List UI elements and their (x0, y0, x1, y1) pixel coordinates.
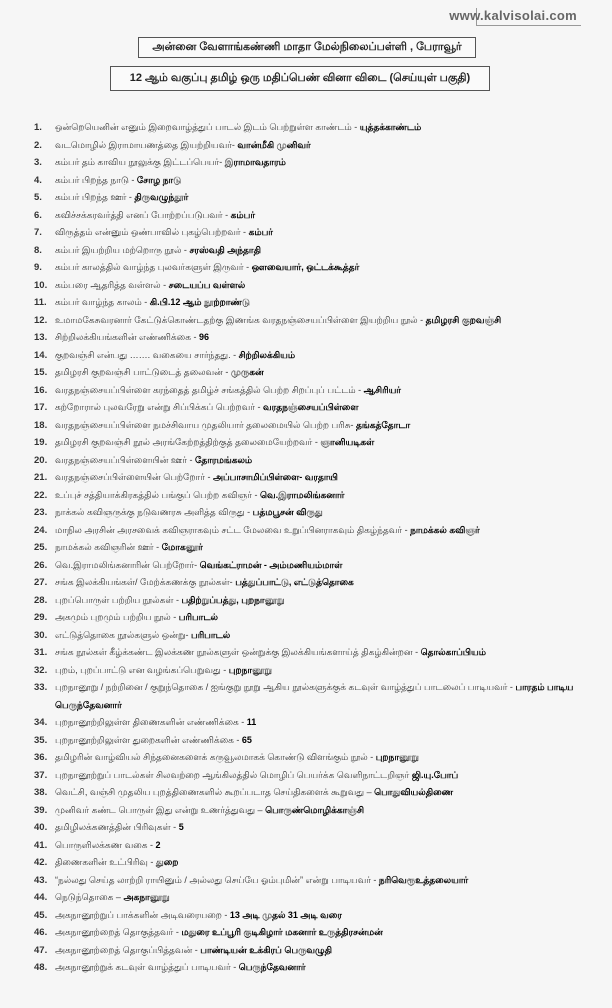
item-number: 11. (34, 297, 47, 308)
question-text: வடமொழில் இராமாயணத்தை இயற்றியவர்- (55, 139, 235, 150)
item-text (55, 609, 604, 627)
item-number: 30. (34, 629, 48, 641)
question-answer-list (34, 119, 604, 977)
answer-text: நரிவெரூஉத்தலையார் (378, 874, 469, 885)
item-text (55, 574, 604, 592)
item-number: 29. (34, 612, 48, 623)
question-text: கம்பர் வாழ்ந்த காலம் - (55, 297, 148, 307)
question-text: அகநானூற்றைத் தொகுத்தவர் - (55, 927, 179, 937)
item-text (55, 959, 604, 977)
question-text: நாமக்கல் கவிஞரின் ஊர் - (55, 542, 160, 552)
item-text (55, 732, 604, 750)
answer-text: சரஸ்வதி அந்தாதி (189, 244, 261, 255)
item-number: 6. (34, 209, 42, 221)
item-text (55, 627, 604, 645)
item-text (55, 767, 604, 785)
answer-text: 5 (178, 822, 184, 832)
answer-text: வான்மீகி முனிவர் (237, 139, 311, 150)
answer-text: கம்பர் (248, 227, 273, 237)
answer-text: பரிபாடல் (178, 612, 218, 622)
item-number: 17. (34, 402, 48, 413)
answer-text: பாரதம் பாடிய பெருந்தேவனார் (55, 682, 574, 710)
answer-text: பரிபாடல் (191, 629, 231, 640)
item-text (55, 137, 604, 155)
item-number: 33. (34, 682, 48, 693)
answer-text: கம்பர் (230, 209, 256, 220)
item-number: 31. (34, 647, 48, 658)
answer-text: இராமாவதாரம் (224, 157, 286, 167)
item-text (55, 522, 604, 540)
item-text (55, 889, 604, 907)
question-text: வரதநஞ்சையப்பிள்ளை நமச்சிவாய முதலியார் தலைமையில் பெற்ற பரிசு- (55, 419, 354, 430)
list-item (34, 382, 604, 400)
item-text (55, 557, 604, 575)
list-item (34, 242, 604, 260)
item-text (55, 592, 604, 610)
item-text (55, 714, 604, 732)
question-text: ஒன்றெயெனின் எனும் இறைவாழ்த்துப் பாடல் இடம் பெற்றுள்ள காண்டம் - (55, 122, 358, 132)
question-text: சங்க இலக்கியங்கள்/ மேற்க்கணக்கு நூல்கள்- (55, 577, 233, 587)
answer-text: சிற்றிலக்கியம் (238, 349, 296, 360)
question-text: சிற்றிலக்கியங்களின் எண்ணிக்கை - (55, 332, 197, 342)
item-text (55, 119, 604, 137)
item-number: 39. (34, 804, 48, 816)
item-number: 48. (34, 962, 48, 973)
question-text: விருத்தம் என்னும் ஒண்பாவில் புகழ்பெற்றவர் - (55, 227, 247, 237)
question-text: வரதநஞ்சையப்பிள்ளை கரந்தைத் தமிழ்ச் சங்கத்தில் பெற்ற சிறப்புப் பட்டம் - (55, 384, 362, 395)
item-number: 15. (34, 367, 48, 378)
item-text (55, 662, 604, 680)
question-text: அகநானூற்றுக் கடவுள் வாழ்த்துப் பாடியவர் - (55, 962, 237, 972)
answer-text: ஜி.யு.போப் (411, 769, 459, 780)
question-text: கம்பர் பிறந்த நாடு - (55, 174, 135, 185)
list-item (34, 119, 604, 137)
answer-text: பதிற்றுப்பத்து, புறநானூறு (181, 594, 285, 605)
item-text (55, 207, 604, 225)
item-number: 21. (34, 472, 48, 483)
list-item (34, 294, 604, 312)
question-text: வரதநஞ்சைப்பிள்ளையின் பெற்றோர் - (55, 472, 211, 482)
answer-text: புறநானூறு (375, 752, 419, 762)
answer-text: ஔவையார், ஒட்டக்கூத்தர் (251, 262, 360, 272)
item-text (55, 907, 604, 925)
list-item (34, 312, 604, 330)
answer-text: மோகனூர் (161, 542, 203, 552)
question-text: உப்புச் சத்தியாக்கிரகத்தில் பங்குப் பெற்ற கவிஞர் - (55, 489, 258, 500)
list-item (34, 854, 604, 872)
item-text (55, 872, 604, 890)
list-item (34, 557, 604, 575)
item-number: 37. (34, 769, 48, 781)
answer-text: முருகன் (230, 367, 264, 377)
answer-text: 65 (241, 734, 252, 745)
item-number: 47. (34, 944, 48, 956)
question-text: தமிழரசி குறவஞ்சி பாட்டுடைத் தலைவன் - (55, 367, 229, 377)
answer-text: பத்மபூசன் விருது (252, 507, 323, 517)
answer-text: யுத்தக்காண்டம் (359, 122, 422, 132)
item-text (55, 399, 604, 417)
list-item (34, 592, 604, 610)
list-item (34, 749, 604, 767)
question-text: புறநானூற்றிலுள்ள துறைகளின் எண்ணிக்கை - (55, 734, 240, 745)
list-item (34, 819, 604, 837)
item-text (55, 679, 604, 714)
item-number: 8. (34, 244, 42, 256)
item-number: 45. (34, 909, 48, 921)
item-number: 9. (34, 262, 42, 273)
item-text (55, 784, 604, 802)
answer-text: தங்கத்தோடா (356, 419, 411, 430)
answer-text: பெருந்தேவனார் (238, 962, 306, 972)
question-text: வரதநஞ்சையப்பிள்ளையின் ஊர் - (55, 454, 193, 465)
list-item (34, 714, 604, 732)
item-number: 34. (34, 717, 48, 728)
item-text (55, 154, 604, 172)
item-number: 35. (34, 734, 48, 746)
question-text: அகநானூற்றுப் பாக்களின் அடிவரையறை - (55, 909, 228, 920)
list-item (34, 784, 604, 802)
item-text (55, 242, 604, 260)
question-text: அகமும் புறமும் பற்றிய நூல் - (55, 612, 177, 622)
item-number: 27. (34, 577, 48, 588)
item-number: 40. (34, 822, 48, 833)
item-number: 23. (34, 507, 48, 518)
answer-text: சடையப்ப வள்ளல் (168, 279, 246, 290)
list-item (34, 872, 604, 890)
list-item (34, 154, 604, 172)
item-text (55, 172, 604, 190)
answer-text: ஞானியடிகள் (320, 437, 375, 447)
item-text (55, 469, 604, 487)
question-text: நெடுந்தொகை – (55, 892, 121, 902)
question-text: சங்க நூல்கள் கீழ்க்கண்ட இலக்கண நூல்களுள் ஒன்றுக்கு இலக்கியங்களாய்த் திகழ்கின்றன - (55, 647, 419, 657)
list-item (34, 662, 604, 680)
item-text (55, 364, 604, 382)
question-text: வெ.இராமலிங்கனாரின் பெற்றோர்- (55, 559, 198, 570)
answer-text: திருவழுந்தூர் (134, 192, 189, 202)
item-number: 5. (34, 192, 42, 203)
question-text: வெட்சி, வஞ்சி முதலிய புறத்திணைகளில் கூறப்படாத செய்திகளைக் கூறுவது – (55, 787, 372, 797)
item-number: 3. (34, 157, 42, 168)
item-text (55, 539, 604, 557)
question-text: தமிழிலக்கணத்தின் பிரிவுகள் - (55, 822, 177, 832)
item-number: 10. (34, 279, 48, 291)
item-text (55, 802, 604, 820)
list-item (34, 434, 604, 452)
answer-text: வரதநஞ்சையப்பிள்ளை (263, 402, 359, 412)
question-text: முனிவர் கண்ட பொருள் இது என்று உணர்த்துவது – (55, 804, 263, 815)
item-number: 14. (34, 349, 48, 361)
list-item (34, 347, 604, 365)
list-item (34, 574, 604, 592)
answer-text: 13 அடி முதல் 31 அடி வரை (229, 909, 342, 920)
list-item (34, 417, 604, 435)
question-text: கம்பர் காலத்தில் வாழ்ந்த புலவர்களுள் இருவர் - (55, 262, 250, 272)
item-number: 7. (34, 227, 42, 238)
answer-text: 2 (155, 839, 161, 850)
item-text (55, 749, 604, 767)
list-item (34, 469, 604, 487)
question-text: புறம், புறப்பாட்டு என வழங்கப்பெறுவது - (55, 664, 227, 675)
item-number: 12. (34, 314, 48, 326)
item-number: 46. (34, 927, 48, 938)
answer-text: வெ.இராமலிங்கனார் (260, 489, 345, 500)
answer-text: புறநானூறு (228, 664, 273, 675)
item-number: 43. (34, 874, 48, 886)
question-text: புறநானூற்றிலுள்ள திணைகளின் எண்ணிக்கை - (55, 717, 245, 727)
question-text: தமிழரின் வாழ்வியல் சிந்தனைகளைக் கருவூலமாகக் கொண்டு விளங்கும் நூல் - (55, 752, 374, 762)
item-text (55, 924, 604, 942)
item-text (55, 504, 604, 522)
list-item (34, 522, 604, 540)
item-text (55, 487, 604, 505)
item-text (55, 312, 604, 330)
item-text (55, 434, 604, 452)
item-text (55, 189, 604, 207)
item-number: 38. (34, 787, 48, 798)
item-text (55, 854, 604, 872)
list-item (34, 732, 604, 750)
item-number: 24. (34, 524, 48, 536)
question-text: அகநானூற்றைத் தொகுப்பித்தவன் - (55, 944, 198, 955)
answer-text: தமிழரசி குறவஞ்சி (425, 314, 502, 325)
item-number: 19. (34, 437, 48, 448)
answer-text: தோரமங்கலம் (194, 454, 253, 465)
list-item (34, 802, 604, 820)
item-number: 36. (34, 752, 48, 763)
list-item (34, 679, 604, 714)
list-item (34, 889, 604, 907)
item-number: 22. (34, 489, 48, 501)
list-item (34, 364, 604, 382)
question-text: எட்டுத்தொகை நூல்களுல் ஒன்று- (55, 629, 189, 640)
answer-text: நாமக்கல் கவிஞர் (410, 524, 480, 535)
item-text (55, 382, 604, 400)
question-text: கம்பர் பிறந்த ஊர் - (55, 192, 132, 202)
item-text (55, 294, 604, 312)
list-item (34, 329, 604, 347)
list-item (34, 487, 604, 505)
list-item (34, 609, 604, 627)
list-item (34, 189, 604, 207)
question-text: தமிழரசி குறவஞ்சி நூல் அரங்கேற்றத்திற்குத் தலைமையேற்றவர் - (55, 437, 318, 447)
item-number: 28. (34, 594, 48, 606)
answer-text: அகநானூறு (123, 892, 170, 902)
question-text: கம்பர் இயற்றிய மற்றொரு நூல் - (55, 244, 187, 255)
item-number: 42. (34, 857, 48, 868)
answer-text: தொல்காப்பியம் (420, 647, 486, 657)
answer-text: கி.பி.12 ஆம் நூற்றாண்டு (149, 297, 250, 307)
item-number: 20. (34, 454, 48, 466)
list-item (34, 539, 604, 557)
list-item (34, 277, 604, 295)
answer-text: பாண்டியன் உக்கிரப் பெருவழுதி (200, 944, 333, 955)
item-number: 32. (34, 664, 48, 676)
list-item (34, 924, 604, 942)
item-text (55, 224, 604, 242)
answer-text: பொதுவியல்திணை (374, 787, 454, 797)
answer-text: மதுரை உப்பூரி குடிகிழார் மகனார் உருத்திரசன்மன் (181, 927, 383, 937)
list-item (34, 907, 604, 925)
list-item (34, 942, 604, 960)
item-text (55, 819, 604, 837)
answer-text: சோழ நாடு (136, 174, 182, 185)
answer-text: 96 (198, 332, 209, 342)
item-number: 18. (34, 419, 48, 431)
list-item (34, 627, 604, 645)
question-text: திணைகளின் உட்பிரிவு - (55, 857, 154, 867)
item-number: 41. (34, 839, 48, 851)
list-item (34, 837, 604, 855)
question-text: நாக்கல் கவிஞருக்கு நடுவணரசு அளித்த விருது - (55, 507, 251, 517)
item-number: 2. (34, 139, 42, 151)
school-name: அன்னை வேளாங்கண்ணி மாதா மேல்நிலைப்பள்ளி , பேராவூர் (138, 37, 476, 58)
answer-text: பொருண்மொழிக்காஞ்சி (265, 804, 365, 815)
item-number: 13. (34, 332, 48, 343)
item-number: 26. (34, 559, 48, 571)
question-text: மாநில அரசின் அரசவைக் கவிஞராகவும் சட்ட மேலவை உறுப்பினராகவும் திகழ்ந்தவர் - (55, 524, 408, 535)
list-item (34, 224, 604, 242)
item-text (55, 942, 604, 960)
question-text: பொருளிலக்கண வகை - (55, 839, 154, 850)
question-text: உமாமகேசுவரனார் கேட்டுக்கொண்டதற்கு இணங்க வரதநஞ்சையப்பிள்ளை இயற்றிய நூல் - (55, 314, 424, 325)
document-title: 12 ஆம் வகுப்பு தமிழ் ஒரு மதிப்பெண் வினா விடை (செய்யுள் பகுதி) (110, 66, 490, 91)
question-text: கம்பர் தம் காவிய நூலுக்கு இட்டப்பெயர்- (55, 157, 223, 167)
question-text: கம்பரை ஆதரித்த வள்ளல் - (55, 279, 167, 290)
list-item (34, 767, 604, 785)
list-item (34, 959, 604, 977)
answer-text: அப்பாசாமிப்பிள்ளை- வரதாயி (212, 472, 338, 482)
question-text: புறநானூற்றுப் பாடல்கள் சிலவற்றை ஆங்கிலத்தில் மொழிப் பெயர்க்க வெளிநாட்டறிஞர் (55, 769, 410, 780)
question-text: புறப்பொருள் பற்றிய நூல்கள் - (55, 594, 179, 605)
answer-text: 11 (246, 717, 257, 727)
question-text: குறவஞ்சி என்பது ……. வகையை சார்ந்தது. - (55, 349, 237, 360)
item-text (55, 329, 604, 347)
question-text: கற்றோரால் புலவரேறு என்று சிப்பிக்கப் பெற்றவர் - (55, 402, 261, 412)
answer-text: துறை (155, 857, 179, 867)
list-item (34, 644, 604, 662)
item-text (55, 837, 604, 855)
list-item (34, 504, 604, 522)
question-text: கவிச்சக்கரவர்த்தி எனப் போற்றப்படுபவர் - (55, 209, 229, 220)
item-text (55, 417, 604, 435)
item-text (55, 347, 604, 365)
answer-text: வெங்கட்ராமன் - அம்மணியம்மாள் (199, 559, 343, 570)
item-text (55, 452, 604, 470)
list-item (34, 399, 604, 417)
question-text: “நல்லது செய்த லாற்றி ராயினும் / அல்லது செய்யே ஓம்புமின்” என்று பாடியவர் - (55, 874, 377, 885)
item-text (55, 644, 604, 662)
list-item (34, 207, 604, 225)
item-number: 25. (34, 542, 48, 553)
item-number: 44. (34, 892, 48, 903)
answer-text: ஆசிரியர் (363, 384, 401, 395)
item-text (55, 277, 604, 295)
item-number: 1. (34, 122, 42, 133)
item-number: 16. (34, 384, 48, 396)
list-item (34, 259, 604, 277)
website-url[interactable]: www.kalvisolai.com (449, 8, 577, 23)
list-item (34, 172, 604, 190)
question-text: புறநானூறு / நற்றினை / குறுந்தொகை / ஐங்குறு நூறு ஆகிய நூல்களுக்குக் கடவுள் வாழ்த்துப் பாடலைப் பாடியவர் - (55, 682, 513, 692)
list-item (34, 137, 604, 155)
item-number: 4. (34, 174, 42, 186)
answer-text: பத்துப்பாட்டு, எட்டுத்தொகை (235, 577, 354, 587)
item-text (55, 259, 604, 277)
list-item (34, 452, 604, 470)
